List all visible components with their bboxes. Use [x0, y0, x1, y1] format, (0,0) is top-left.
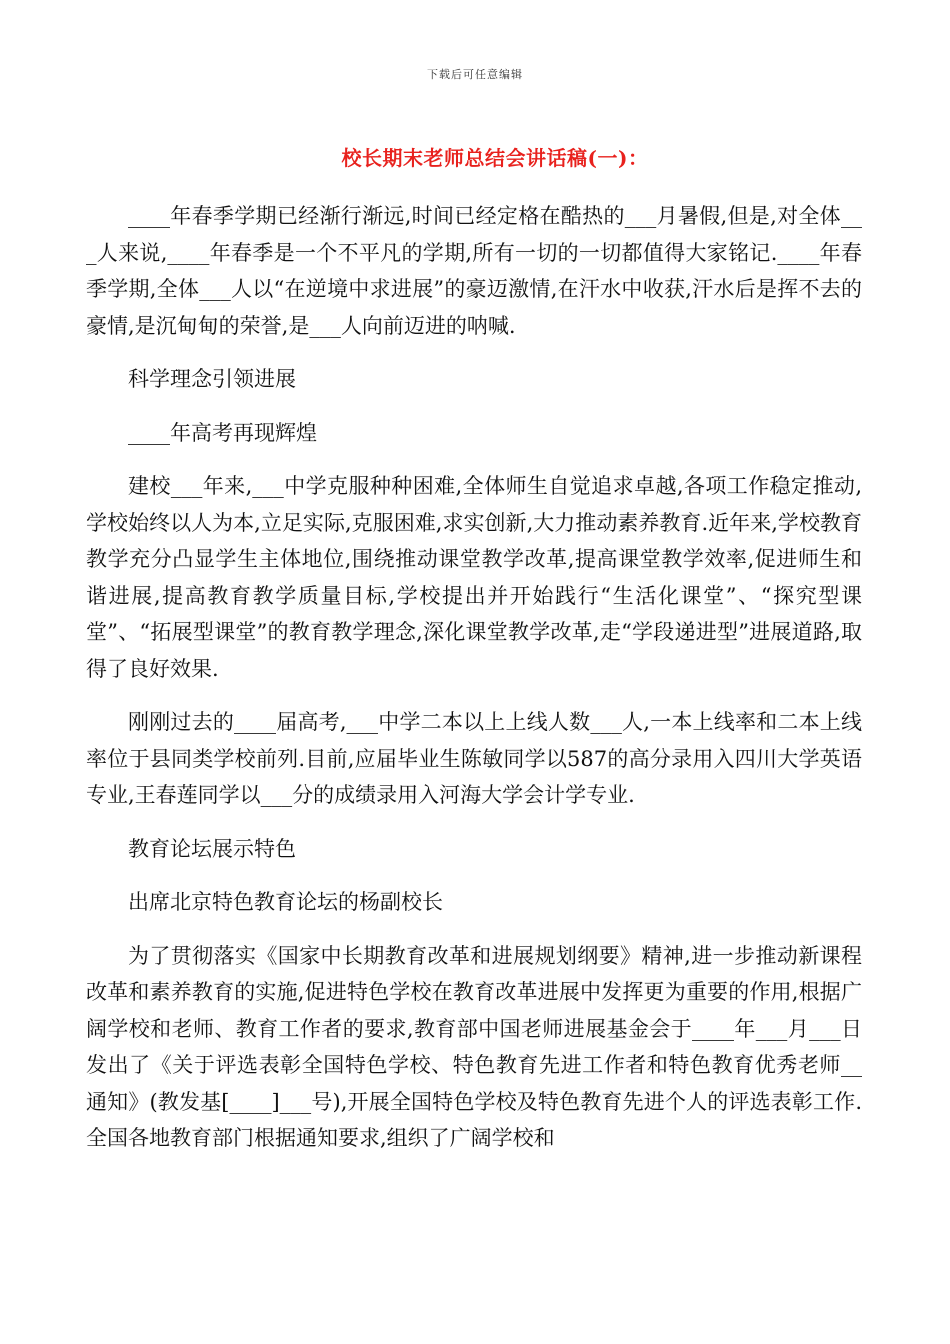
section-heading-science: 科学理念引领进展 [128, 367, 296, 391]
paragraph-forum-details: 为了贯彻落实《国家中长期教育改革和进展规划纲要》精神,进一步推动新课程改革和素养教育的实施,促进特色学校在教育改革进展中发挥更为重要的作用,根据广阔学校和老师、教育工作者的要求,教育部中国老师进展基金会于____年___月___日发出了《关于评选表彰全国特色学校、特色教育先进工作者和特色教育优秀老师__通知》(教发基[____]___号),开展全国特色学校及特色教育先进个人的评选表彰工作.全国各地教育部门根据通知要求,组织了广阔学校和 [86, 943, 862, 1150]
section-heading-vice-principal: 出席北京特色教育论坛的杨副校长 [128, 890, 443, 914]
document-title: 校长期末老师总结会讲话稿(一)： [341, 146, 649, 170]
paragraph-intro: ____年春季学期已经渐行渐远,时间已经定格在酷热的___月暑假,但是,对全体___人来说,____年春季是一个不平凡的学期,所有一切的一切都值得大家铭记.____年春季学期,全体___人以“在逆境中求进展”的豪迈激情,在汗水中收获,汗水后是挥不去的豪情,是沉甸甸的荣誉,是___人向前迈进的呐喊. [86, 204, 862, 338]
section-heading-forum: 教育论坛展示特色 [128, 836, 296, 861]
document-body [86, 170, 862, 1157]
paragraph-school-history: 建校___年来,___中学克服种种困难,全体师生自觉追求卓越,各项工作稳定推动,学校始终以人为本,立足实际,克服困难,求实创新,大力推动素养教育.近年来,学校教育教学充分凸显学生主体地位,围绕推动课堂教学改革,提高课堂教学效率,促进师生和谐进展,提高教育教学质量目标,学校提出并开始践行“生活化课堂”、“探究型课堂”、“拓展型课堂”的教育教学理念,深化课堂教学改革,走“学段递进型”进展道路,取得了良好效果. [86, 474, 862, 681]
paragraph-exam-results: 刚刚过去的____届高考,___中学二本以上上线人数___人,一本上线率和二本上线率位于县同类学校前列.目前,应届毕业生陈敏同学以587的高分录用入四川大学英语专业,王春莲同学以___分的成绩录用入河海大学会计学专业. [86, 710, 862, 807]
header-note: 下载后可任意编辑 [427, 68, 523, 81]
section-heading-exam: ____年高考再现辉煌 [128, 420, 317, 445]
